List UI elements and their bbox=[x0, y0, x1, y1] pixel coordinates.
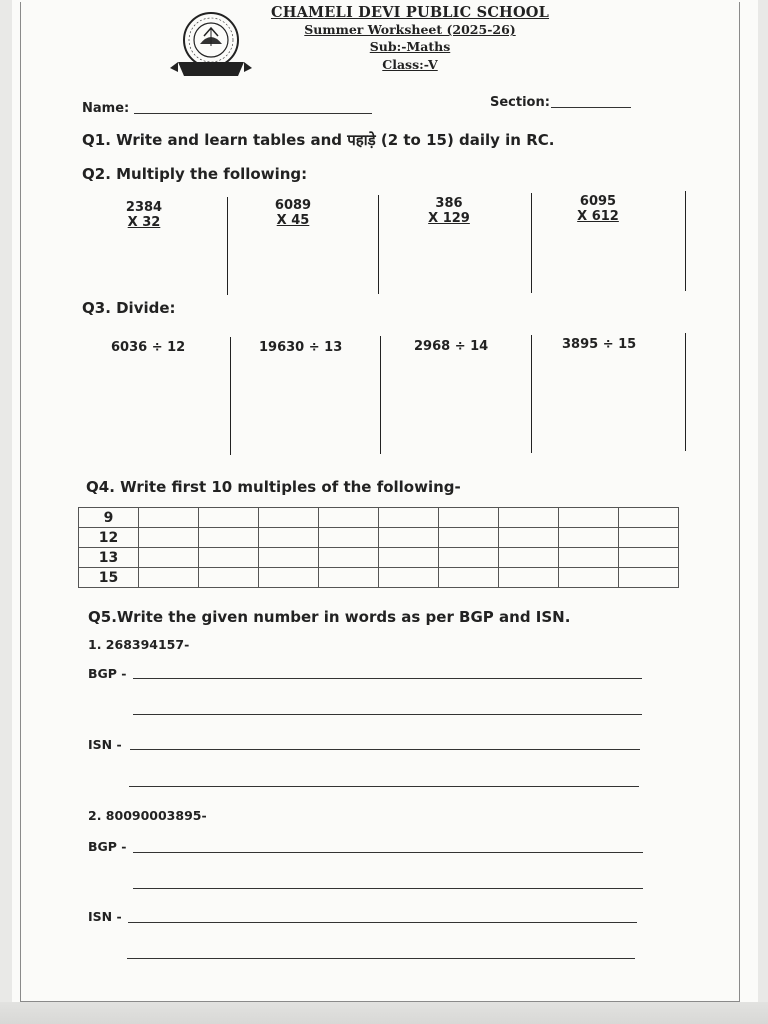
question-5: Q5.Write the given number in words as per BGP and ISN. bbox=[88, 608, 571, 626]
answer-cell[interactable] bbox=[499, 528, 559, 548]
column-divider bbox=[685, 191, 686, 291]
column-divider bbox=[531, 193, 532, 293]
answer-cell[interactable] bbox=[619, 568, 679, 588]
answer-cell[interactable] bbox=[379, 568, 439, 588]
column-divider bbox=[685, 333, 686, 451]
section-field[interactable] bbox=[551, 107, 631, 108]
table-row bbox=[79, 568, 679, 588]
answer-cell[interactable] bbox=[559, 568, 619, 588]
answer-cell[interactable] bbox=[139, 548, 199, 568]
question-2: Q2. Multiply the following: bbox=[82, 165, 308, 183]
answer-cell[interactable] bbox=[199, 568, 259, 588]
bgp-answer-line[interactable] bbox=[133, 678, 642, 679]
multiply-problem-2 bbox=[248, 198, 338, 228]
multiply-problem-1 bbox=[99, 200, 189, 230]
answer-cell[interactable] bbox=[199, 508, 259, 528]
multiply-problem-4 bbox=[553, 194, 643, 224]
answer-cell[interactable] bbox=[499, 548, 559, 568]
answer-cell[interactable] bbox=[439, 548, 499, 568]
name-field[interactable] bbox=[134, 113, 372, 114]
subject-label: Sub:-Maths bbox=[369, 39, 451, 54]
answer-cell[interactable] bbox=[499, 568, 559, 588]
worksheet-title: Summer Worksheet (2025-26) bbox=[304, 22, 516, 37]
answer-cell[interactable] bbox=[619, 528, 679, 548]
answer-cell[interactable] bbox=[439, 568, 499, 588]
row-number: 12 bbox=[79, 528, 139, 548]
answer-cell[interactable] bbox=[199, 548, 259, 568]
answer-cell[interactable] bbox=[319, 568, 379, 588]
table-surface bbox=[0, 1002, 768, 1024]
answer-cell[interactable] bbox=[439, 508, 499, 528]
isn-label: ISN - bbox=[88, 737, 122, 752]
answer-cell[interactable] bbox=[319, 508, 379, 528]
answer-cell[interactable] bbox=[559, 528, 619, 548]
answer-cell[interactable] bbox=[559, 548, 619, 568]
multiplier: X 129 bbox=[428, 211, 470, 226]
name-label: Name: bbox=[82, 101, 130, 116]
divide-problem-3: 2968 ÷ 14 bbox=[414, 339, 489, 354]
divide-problem-1: 6036 ÷ 12 bbox=[111, 340, 186, 355]
isn-answer-line[interactable] bbox=[130, 749, 640, 750]
multiples-table bbox=[78, 507, 679, 588]
column-divider bbox=[380, 336, 381, 454]
multiplier: X 32 bbox=[127, 215, 161, 230]
number-1: 1. 268394157- bbox=[88, 637, 190, 652]
bgp-answer-line[interactable] bbox=[133, 852, 643, 853]
answer-cell[interactable] bbox=[499, 508, 559, 528]
isn-label: ISN - bbox=[88, 909, 122, 924]
bgp-label: BGP - bbox=[88, 839, 127, 854]
question-3: Q3. Divide: bbox=[82, 299, 176, 317]
number-2: 2. 80090003895- bbox=[88, 808, 207, 823]
multiplier: X 612 bbox=[577, 209, 619, 224]
table-row bbox=[79, 548, 679, 568]
column-divider bbox=[378, 195, 379, 294]
answer-cell[interactable] bbox=[319, 548, 379, 568]
answer-cell[interactable] bbox=[439, 528, 499, 548]
bgp-label: BGP - bbox=[88, 666, 127, 681]
isn-answer-line[interactable] bbox=[127, 958, 635, 959]
column-divider bbox=[531, 335, 532, 453]
answer-cell[interactable] bbox=[259, 528, 319, 548]
column-divider bbox=[227, 197, 228, 295]
multiplicand: 6095 bbox=[579, 194, 617, 209]
answer-cell[interactable] bbox=[139, 508, 199, 528]
answer-cell[interactable] bbox=[259, 508, 319, 528]
isn-answer-line[interactable] bbox=[128, 922, 637, 923]
row-number: 15 bbox=[79, 568, 139, 588]
multiply-problem-3 bbox=[404, 196, 494, 226]
table-row bbox=[79, 528, 679, 548]
question-1: Q1. Write and learn tables and पहाड़े (2 to 15) daily in RC. bbox=[82, 131, 555, 149]
multiplicand: 2384 bbox=[125, 200, 163, 215]
class-label: Class:-V bbox=[382, 57, 438, 72]
answer-cell[interactable] bbox=[259, 568, 319, 588]
answer-cell[interactable] bbox=[559, 508, 619, 528]
answer-cell[interactable] bbox=[139, 568, 199, 588]
answer-cell[interactable] bbox=[139, 528, 199, 548]
row-number: 9 bbox=[79, 508, 139, 528]
answer-cell[interactable] bbox=[259, 548, 319, 568]
bgp-answer-line[interactable] bbox=[133, 888, 643, 889]
school-name: CHAMELI DEVI PUBLIC SCHOOL bbox=[270, 4, 550, 21]
divide-problem-4: 3895 ÷ 15 bbox=[562, 337, 637, 352]
isn-answer-line[interactable] bbox=[129, 786, 639, 787]
answer-cell[interactable] bbox=[379, 548, 439, 568]
column-divider bbox=[230, 337, 231, 455]
section-label: Section: bbox=[490, 95, 550, 110]
bgp-answer-line[interactable] bbox=[133, 714, 642, 715]
multiplier: X 45 bbox=[276, 213, 310, 228]
answer-cell[interactable] bbox=[619, 508, 679, 528]
answer-cell[interactable] bbox=[379, 528, 439, 548]
table-row bbox=[79, 508, 679, 528]
answer-cell[interactable] bbox=[319, 528, 379, 548]
answer-cell[interactable] bbox=[379, 508, 439, 528]
multiplicand: 386 bbox=[435, 196, 463, 211]
answer-cell[interactable] bbox=[619, 548, 679, 568]
row-number: 13 bbox=[79, 548, 139, 568]
multiplicand: 6089 bbox=[274, 198, 312, 213]
divide-problem-2: 19630 ÷ 13 bbox=[259, 340, 343, 355]
answer-cell[interactable] bbox=[199, 528, 259, 548]
question-4: Q4. Write first 10 multiples of the following- bbox=[86, 478, 461, 496]
